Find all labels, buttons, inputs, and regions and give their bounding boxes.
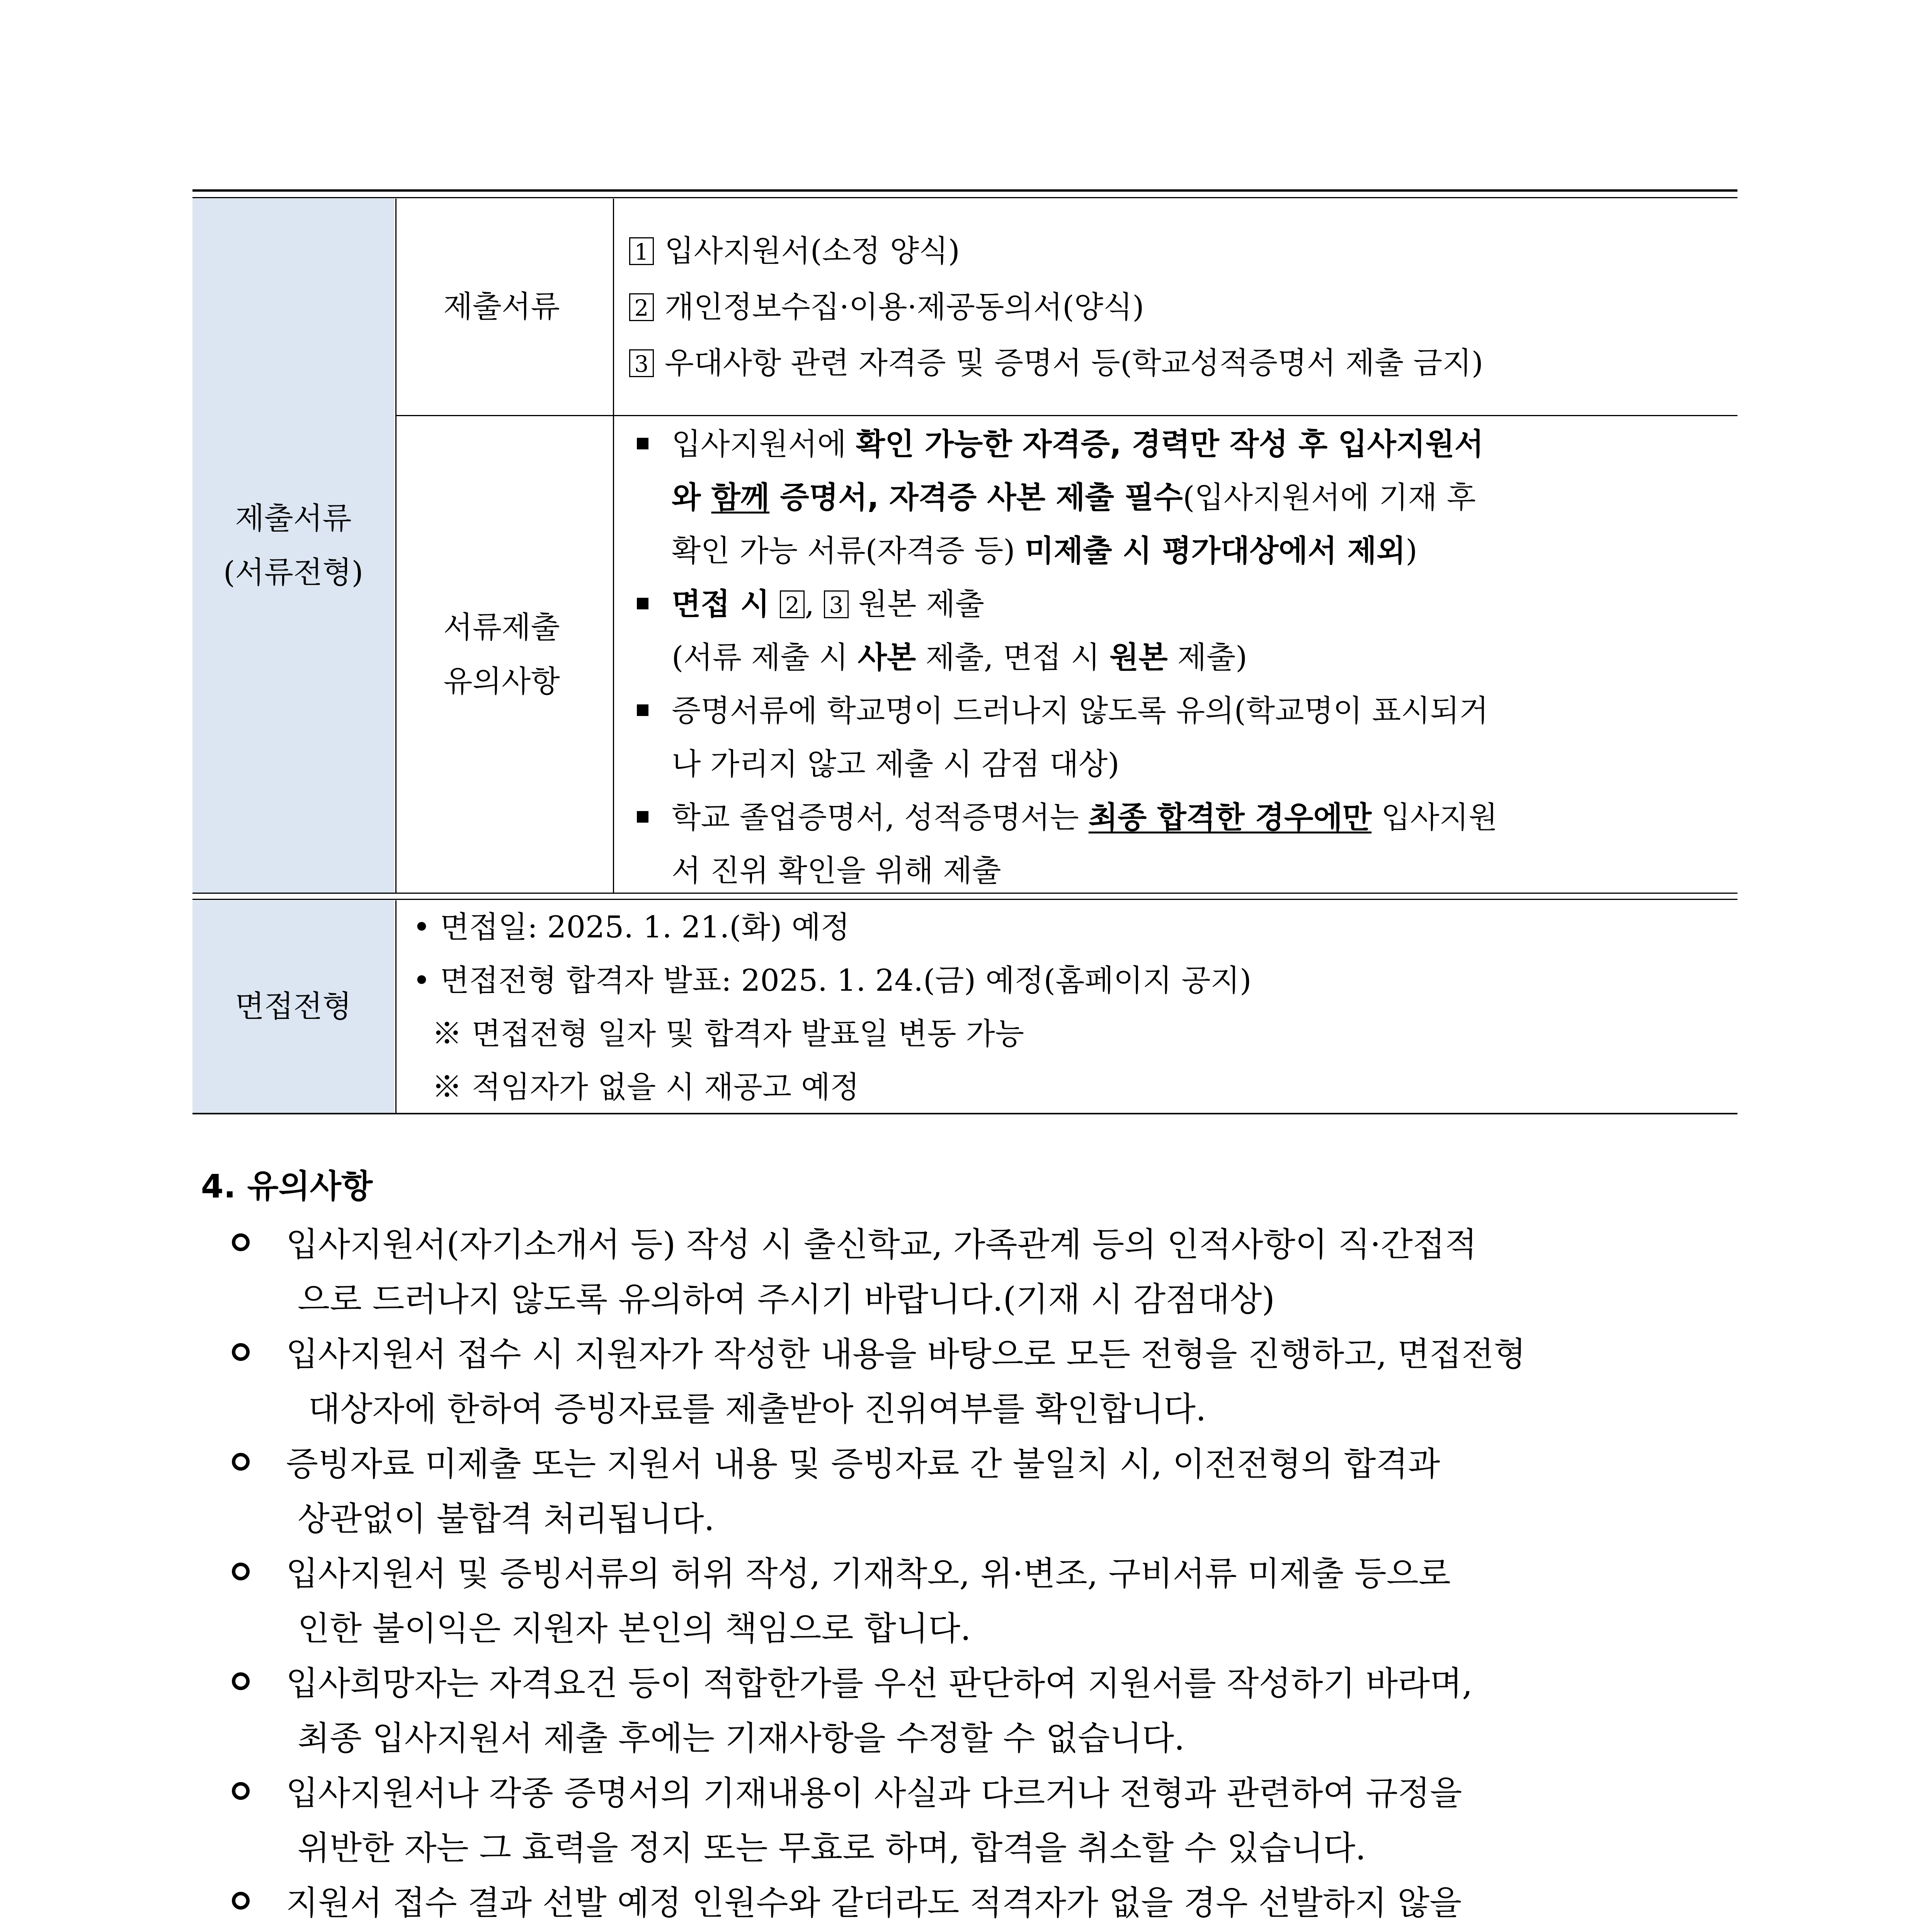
table-top-border	[192, 189, 1737, 192]
table-hline-docs	[395, 415, 1737, 416]
note-text: 제출)	[1167, 640, 1247, 675]
section-title: 4. 유의사항	[201, 1167, 373, 1205]
number-box-icon: 2	[780, 590, 805, 618]
number-box-icon: 1	[629, 237, 654, 265]
caution-text: 입사지원서 접수 시 지원자가 작성한 내용을 바탕으로 모든 전형을 진행하고, 면접전형	[286, 1335, 1526, 1374]
note-text: 원본 제출	[848, 587, 984, 622]
note-text: 증명서류에 학교명이 드러나지 않도록 유의(학교명이 표시되거	[672, 694, 1489, 728]
caution-text: 대상자에 한하여 증빙자료를 제출받아 진위여부를 확인합니다.	[298, 1390, 1206, 1429]
note-text: 입사지원	[1371, 800, 1498, 835]
note-line	[637, 684, 1488, 738]
circle-bullet-icon	[232, 1782, 250, 1800]
note-text: 확인 가능 서류(자격증 등)	[672, 534, 1025, 568]
caution-text: 지원서 접수 결과 선발 예정 인원수와 같더라도 적격자가 없을 경우 선발하지 않을	[286, 1884, 1462, 1922]
caution-text: 증빙자료 미제출 또는 지원서 내용 및 증빙자료 간 불일치 시, 이전전형의 합격과	[286, 1445, 1440, 1483]
circle-bullet-icon	[232, 1892, 250, 1910]
note-text: 입사지원서에	[672, 427, 856, 462]
number-box-icon: 2	[629, 293, 654, 321]
note-line	[637, 417, 1484, 471]
note-text: 나 가리지 않고 제출 시 감점 대상)	[672, 747, 1120, 782]
note-line	[672, 471, 1476, 525]
interview-line: • 면접일: 2025. 1. 21.(화) 예정	[413, 910, 850, 945]
interview-line: • 면접전형 합격자 발표: 2025. 1. 24.(금) 예정(홈페이지 공지)	[413, 963, 1252, 998]
docs-sub-label: 제출서류	[443, 289, 560, 324]
notes-sub-label: 서류제출 유의사항	[443, 610, 560, 699]
note-bold-text: 원본	[1109, 640, 1168, 675]
note-bold-text: 와	[672, 480, 711, 515]
note-line	[672, 631, 1247, 685]
caution-text: 인한 불이익은 지원자 본인의 책임으로 합니다.	[298, 1609, 971, 1648]
docs-item-text: 개인정보수집·이용·제공동의서(양식)	[665, 290, 1144, 325]
table-hline-mid	[192, 893, 1737, 894]
caution-text: 최종 입사지원서 제출 후에는 기재사항을 수정할 수 없습니다.	[298, 1719, 1185, 1758]
note-line	[637, 577, 984, 631]
note-underline-text: 최종 합격한 경우에만	[1088, 800, 1372, 835]
note-text: 서 진위 확인을 위해 제출	[672, 854, 1001, 888]
circle-bullet-icon	[232, 1563, 250, 1580]
caution-text: 으로 드러나지 않도록 유의하여 주시기 바랍니다.(기재 시 감점대상)	[298, 1280, 1275, 1319]
caution-text: 입사지원서나 각종 증명서의 기재내용이 사실과 다르거나 전형과 관련하여 규정을	[286, 1774, 1462, 1813]
note-text: 제출, 면접 시	[916, 640, 1109, 675]
table-vline-1	[395, 199, 396, 893]
interview-line: ※ 면접전형 일자 및 합격자 발표일 변동 가능	[413, 1017, 1024, 1051]
notes-sub-cell	[397, 417, 606, 893]
note-bold-text: 확인 가능한 자격증, 경력만 작성 후 입사지원서	[856, 427, 1484, 462]
caution-text: 위반한 자는 그 효력을 정지 또는 무효로 하며, 합격을 취소할 수 있습니다.	[298, 1829, 1366, 1867]
note-text: ,	[805, 587, 824, 622]
square-bullet-icon	[637, 438, 648, 449]
note-bold-text: 미제출 시 평가대상에서 제외	[1024, 534, 1406, 568]
docs-item	[629, 336, 1483, 390]
table-vline-interview	[395, 900, 396, 1113]
circle-bullet-icon	[232, 1453, 250, 1471]
caution-text: 상관없이 불합격 처리됩니다.	[298, 1500, 715, 1538]
caution-text	[298, 1930, 479, 1932]
square-bullet-icon	[637, 811, 648, 823]
caution-text: 입사희망자는 자격요건 등이 적합한가를 우선 판단하여 지원서를 작성하기 바라며,	[286, 1664, 1473, 1703]
docs-item-text: 우대사항 관련 자격증 및 증명서 등(학교성적증명서 제출 금지)	[665, 346, 1484, 381]
caution-text: 입사지원서 및 증빙서류의 허위 작성, 기재착오, 위·변조, 구비서류 미제출 등으로	[286, 1554, 1451, 1593]
docs-item	[629, 224, 960, 278]
interview-header-label: 면접전형	[235, 989, 352, 1024]
note-underline-text: 함께	[711, 480, 770, 515]
note-bold-text: 증명서, 자격증 사본 제출 필수	[769, 480, 1183, 515]
table-vline-2	[613, 199, 614, 893]
table-top-border-inner	[192, 197, 1737, 198]
docs-sub-cell	[397, 199, 606, 415]
circle-bullet-icon	[232, 1233, 250, 1251]
docs-header-cell	[192, 199, 394, 893]
docs-item	[629, 280, 1144, 334]
note-line	[672, 844, 1001, 898]
note-bold-text: 면접 시	[672, 587, 780, 622]
table-bottom-border	[192, 1113, 1737, 1114]
square-bullet-icon	[637, 598, 648, 609]
caution-text: 입사지원서(자기소개서 등) 작성 시 출신학교, 가족관계 등의 인적사항이 직·간접적	[286, 1225, 1477, 1264]
circle-bullet-icon	[232, 1672, 250, 1690]
interview-header-cell	[192, 900, 394, 1113]
note-text: 학교 졸업증명서, 성적증명서는	[672, 800, 1089, 835]
docs-item-text: 입사지원서(소정 양식)	[665, 234, 960, 269]
table-hline-mid2	[192, 899, 1737, 900]
square-bullet-icon	[637, 704, 648, 716]
note-line	[672, 524, 1417, 578]
note-text: (입사지원서에 기재 후	[1183, 480, 1476, 515]
number-box-icon: 3	[824, 590, 849, 618]
note-text: (서류 제출 시	[672, 640, 858, 675]
docs-header-label: 제출서류 (서류전형)	[223, 501, 364, 590]
note-bold-text: 사본	[858, 640, 916, 675]
interview-line: ※ 적임자가 없을 시 재공고 예정	[413, 1070, 859, 1105]
note-line	[672, 737, 1120, 791]
circle-bullet-icon	[232, 1343, 250, 1361]
note-line	[637, 791, 1497, 845]
number-box-icon: 3	[629, 349, 654, 377]
note-text: )	[1406, 534, 1417, 568]
